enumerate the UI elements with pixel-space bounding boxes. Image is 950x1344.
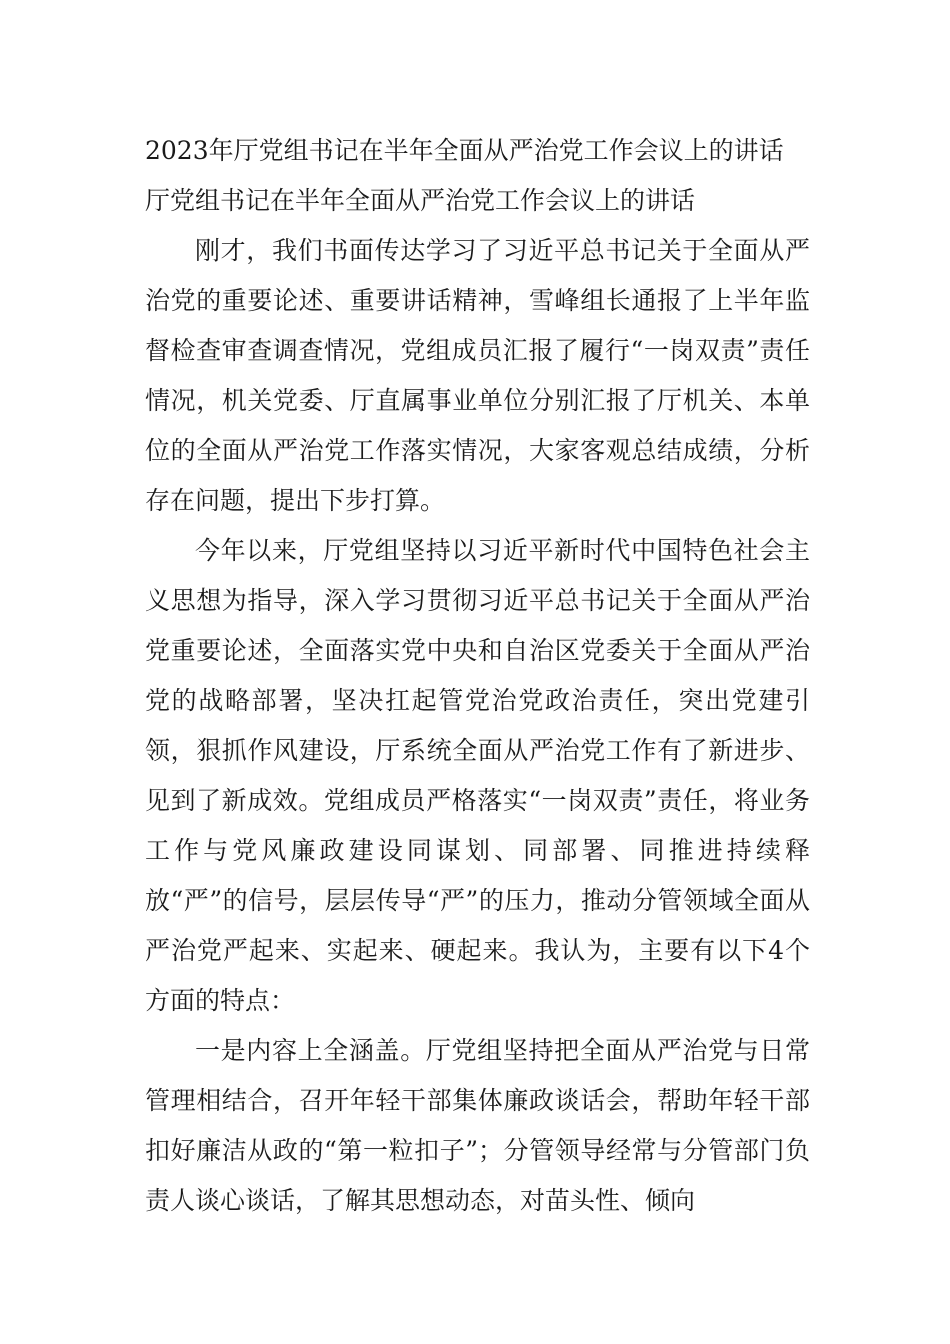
document-subtitle: 厅党组书记在半年全面从严治党工作会议上的讲话 — [145, 186, 696, 215]
paragraph-opening: 刚才，我们书面传达学习了习近平总书记关于全面从严治党的重要论述、重要讲话精神，雪峰组长通报了上半年监督检查审查调查情况，党组成员汇报了履行“一岗双责”责任情况，机关党委、厅直属事业单位分别汇报了厅机关、本单位的全面从严治党工作落实情况，大家客观总结成绩，分析存在问题，提出下步打算。 — [145, 236, 810, 515]
document-title: 2023年厅党组书记在半年全面从严治党工作会议上的讲话 — [145, 136, 784, 165]
paragraph-achievements: 今年以来，厅党组坚持以习近平新时代中国特色社会主义思想为指导，深入学习贯彻习近平总书记关于全面从严治党重要论述，全面落实党中央和自治区党委关于全面从严治党的战略部署，坚决扛起管党治党政治责任，突出党建引领，狠抓作风建设，厅系统全面从严治党工作有了新进步、见到了新成效。党组成员严格落实“一岗双责”责任，将业务工作与党风廉政建设同谋划、同部署、同推进持续释放“严”的信号，层层传导“严”的压力，推动分管领域全面从严治党严起来、实起来、硬起来。我认为，主要有以下4个方面的特点： — [145, 536, 810, 1015]
paragraph-point-one: 一是内容上全涵盖。厅党组坚持把全面从严治党与日常管理相结合，召开年轻干部集体廉政谈话会，帮助年轻干部扣好廉洁从政的“第一粒扣子”；分管领导经常与分管部门负责人谈心谈话，了解其思想动态，对苗头性、倾向 — [145, 1036, 810, 1215]
document-body — [145, 126, 810, 1226]
